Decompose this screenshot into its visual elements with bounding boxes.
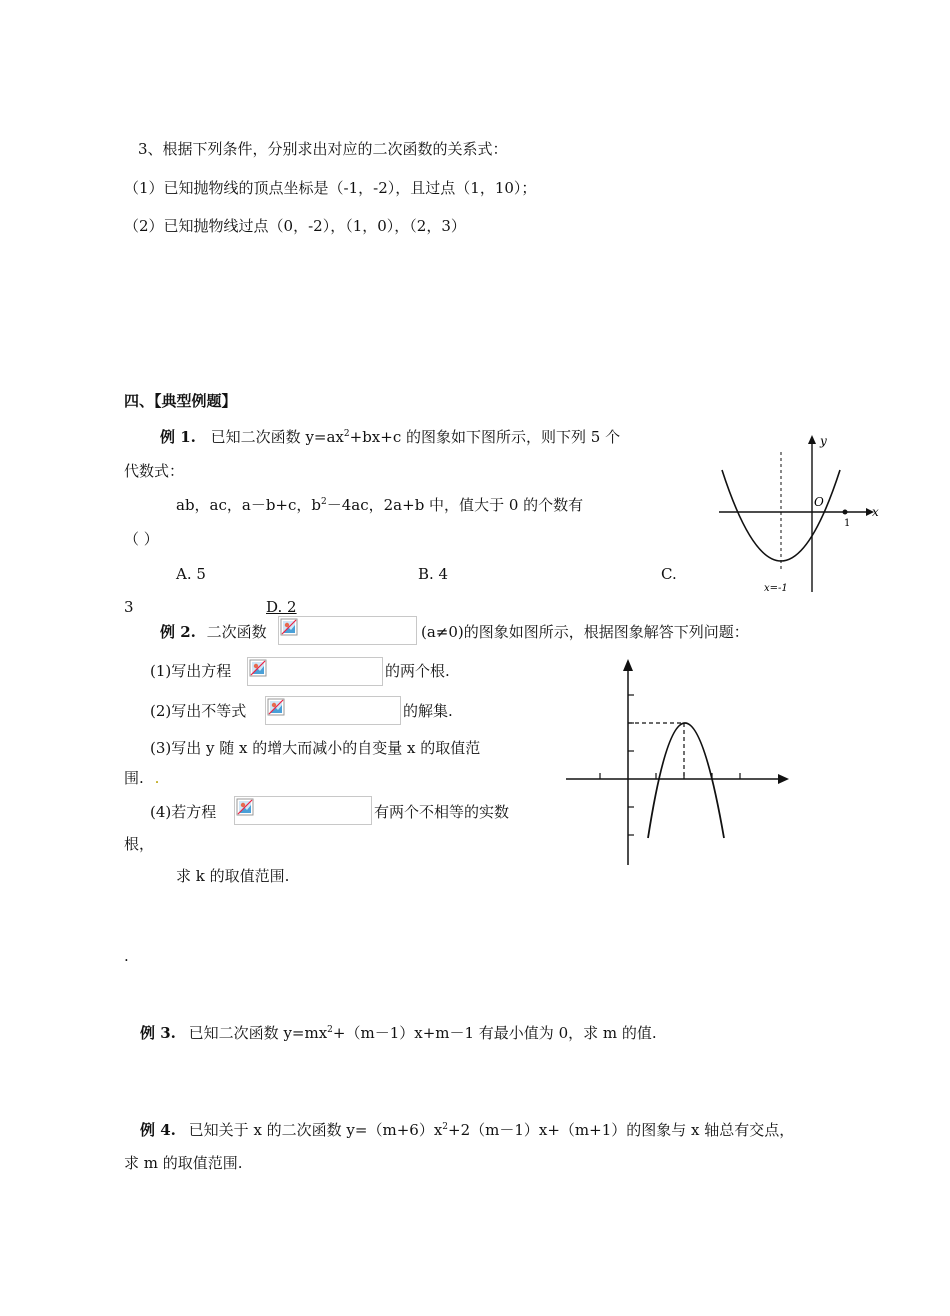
ex1-line-1 (160, 427, 620, 447)
q3-condition-2: （2）已知抛物线过点（0，-2），（1，0），（2，3） (124, 217, 466, 235)
ex2-x-arrow (778, 774, 789, 784)
ex4-line-1 (140, 1120, 794, 1140)
ex2-q4-b: 有两个不相等的实数 (374, 803, 510, 821)
ex2-parabola-curve (648, 723, 724, 838)
broken-image-icon (249, 659, 267, 677)
ex3-label: 例 3. (140, 1024, 176, 1042)
ex2-q3-mark: . (154, 769, 160, 787)
ex1-option-c-value: 3 (124, 598, 134, 616)
ex1-parabola-graph (714, 430, 884, 595)
section-title: 四、【典型例题】 (124, 392, 237, 410)
ex4-text-a: 已知关于 x 的二次函数 y=（m+6）x (188, 1121, 443, 1139)
q3-condition-1: （1）已知抛物线的顶点坐标是（-1，-2），且过点（1，10）； (124, 179, 537, 197)
ex4-text-b: +2（m－1）x+（m+1）的图象与 x 轴总有交点， (448, 1121, 795, 1139)
ex1-option-a: A. 5 (176, 565, 206, 583)
ex1-line-3 (176, 495, 583, 515)
ex1-sup: 2 (343, 429, 350, 439)
ex1-option-c: C. (661, 565, 677, 583)
ex4-sup: 2 (442, 1122, 449, 1132)
broken-image-icon (267, 698, 285, 716)
ex2-parabola-graph (562, 655, 792, 870)
ex1-option-b: B. 4 (418, 565, 449, 583)
ex2-formula-image (278, 616, 417, 645)
ex1-line-2: 代数式： (124, 462, 185, 480)
ex3-text-a: 已知二次函数 y=mx (188, 1024, 328, 1042)
ex2-q4-d: 求 k 的取值范围. (176, 867, 290, 885)
ex1-y-arrow (808, 435, 816, 444)
ex1-line3-b: －4ac，2a+b 中，值大于 0 的个数有 (326, 496, 584, 514)
ex2-q4-formula-image (234, 796, 372, 825)
ex3-sup: 2 (327, 1025, 333, 1035)
ex3-line (140, 1023, 657, 1043)
ex2-q2-b: 的解集. (403, 702, 453, 720)
broken-image-icon (280, 618, 298, 636)
ex1-point-1 (843, 510, 848, 515)
ex1-axis-label: x=-1 (764, 583, 788, 594)
ex2-q2-a: (2)写出不等式 (150, 702, 247, 720)
ex2-q1-a: (1)写出方程 (150, 662, 232, 680)
ex1-text-a: 已知二次函数 y=ax (210, 428, 344, 446)
ex1-option-d: D. 2 (266, 598, 297, 616)
broken-image-icon (236, 798, 254, 816)
ex2-text-a: 二次函数 (206, 623, 267, 641)
ex2-q2-formula-image (265, 696, 401, 725)
ex2-y-arrow (623, 659, 633, 671)
ex2-q1-b: 的两个根. (385, 662, 450, 680)
ex1-tick-1-label: 1 (844, 518, 851, 529)
ex1-answer-paren: （ ） (124, 530, 159, 548)
ex2-line-1 (160, 622, 267, 642)
q3-title: 3、根据下列条件，分别求出对应的二次函数的关系式： (138, 140, 508, 158)
ex1-line3-sup: 2 (321, 497, 327, 507)
stray-dot: . (124, 947, 129, 965)
ex2-text-b: (a≠0)的图象如图所示，根据图象解答下列问题： (421, 623, 749, 641)
ex1-text-b: +bx+c 的图象如下图所示，则下列 5 个 (349, 428, 621, 446)
ex4-label: 例 4. (140, 1121, 176, 1139)
ex1-origin-label: O (814, 495, 824, 509)
ex2-q3-b-text: 围. (124, 769, 144, 787)
ex2-label: 例 2. (160, 623, 196, 641)
ex2-q1-formula-image (247, 657, 383, 686)
ex2-q4-a: (4)若方程 (150, 803, 217, 821)
ex2-q4-c: 根， (124, 835, 155, 853)
ex3-text-b: +（m－1）x+m－1 有最小值为 0，求 m 的值. (332, 1024, 657, 1042)
ex1-label: 例 1. (160, 428, 196, 446)
ex2-q3: (3)写出 y 随 x 的增大而减小的自变量 x 的取值范 (150, 739, 481, 757)
ex1-y-label: y (820, 434, 827, 448)
ex2-q3-b (124, 768, 159, 788)
ex4-line-2: 求 m 的取值范围. (124, 1154, 243, 1172)
ex1-line3-a: ab，ac，a－b+c，b (176, 496, 322, 514)
ex1-x-label: x (872, 505, 879, 519)
